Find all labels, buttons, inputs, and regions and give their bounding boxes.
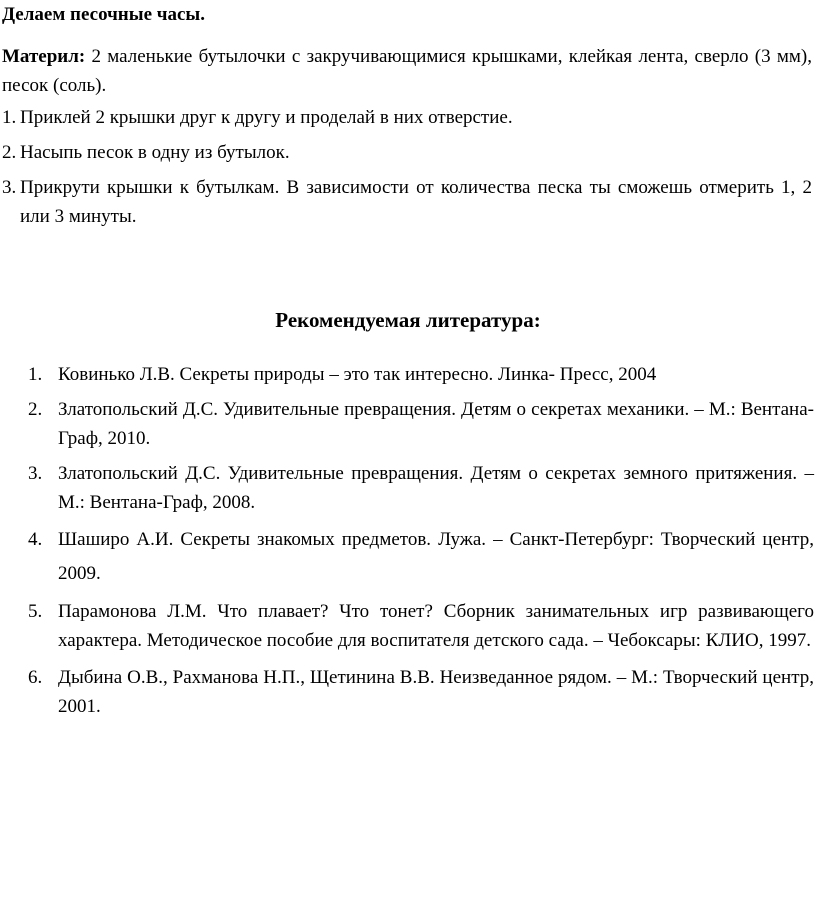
literature-item [0, 459, 814, 517]
literature-text: Шаширо А.И. Секреты знакомых предметов. Лужа. – Санкт-Петербург: Творческий центр, 2009. [58, 529, 814, 584]
materials-paragraph [2, 42, 812, 100]
step-text: Насыпь песок в одну из бутылок. [20, 142, 290, 163]
materials-text: 2 маленькие бутылочки с закручивающимися крышками, клейкая лента, сверло (3 мм), песок (соль). [2, 46, 812, 96]
literature-text: Дыбина О.В., Рахманова Н.П., Щетинина В.В. Неизведанное рядом. – М.: Творческий центр, 2001. [58, 667, 814, 717]
literature-list [0, 360, 814, 721]
literature-item [0, 663, 814, 721]
step-item [0, 103, 812, 132]
step-number: 2. [2, 142, 17, 163]
step-number: 3. [2, 177, 17, 198]
literature-text: Ковинько Л.В. Секреты природы – это так интересно. Линка- Пресс, 2004 [58, 364, 657, 385]
literature-item [0, 597, 814, 655]
document-title: Делаем песочные часы. [2, 4, 205, 25]
literature-number: 1. [28, 364, 43, 385]
instruction-steps [0, 103, 812, 237]
literature-number: 3. [28, 463, 43, 484]
step-item [0, 138, 812, 167]
literature-number: 5. [28, 601, 43, 622]
step-item [0, 173, 812, 231]
literature-text: Парамонова Л.М. Что плавает? Что тонет? Сборник занимательных игр развивающего характера. Методическое пособие для воспитателя детского сада. – Чебоксары: КЛИО, 1997. [58, 601, 814, 651]
materials-label: Материл: [2, 46, 86, 67]
step-text: Приклей 2 крышки друг к другу и проделай в них отверстие. [20, 107, 513, 128]
literature-number: 2. [28, 399, 43, 420]
step-text: Прикрути крышки к бутылкам. В зависимости от количества песка ты сможешь отмерить 1, 2 или 3 минуты. [20, 177, 812, 227]
literature-item [0, 523, 814, 591]
literature-text: Златопольский Д.С. Удивительные превращения. Детям о секретах механики. – М.: Вентана-Граф, 2010. [58, 399, 814, 449]
literature-item [0, 360, 814, 389]
literature-heading: Рекомендуемая литература: [275, 308, 541, 332]
literature-number: 4. [28, 529, 43, 550]
literature-number: 6. [28, 667, 43, 688]
literature-text: Златопольский Д.С. Удивительные превращения. Детям о секретах земного притяжения. – М.: Вентана-Граф, 2008. [58, 463, 814, 513]
literature-item [0, 395, 814, 453]
step-number: 1. [2, 107, 17, 128]
